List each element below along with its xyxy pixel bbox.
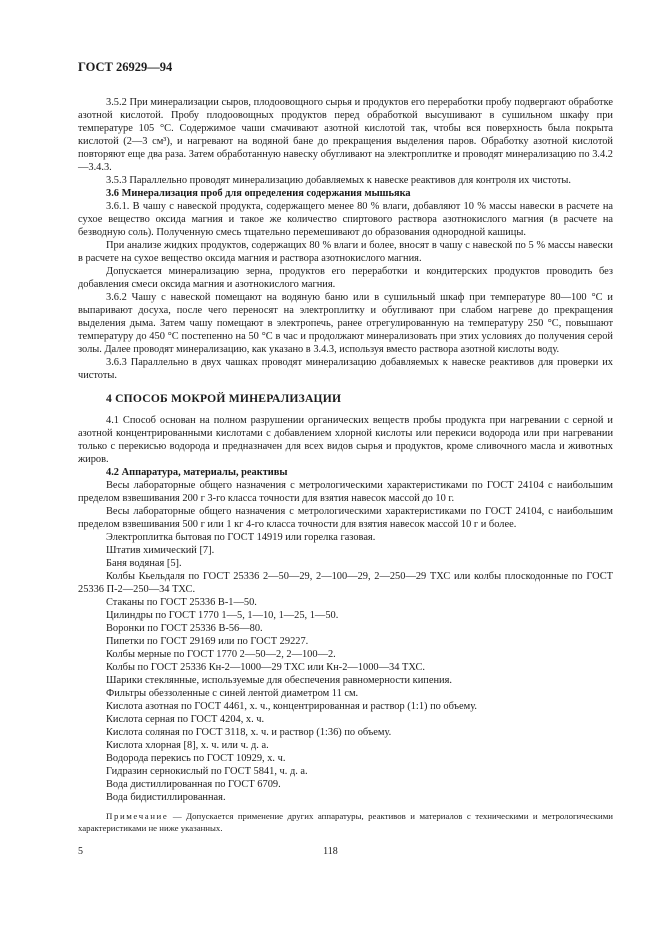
subsection-heading-3-6: 3.6 Минерализация проб для определения содержания мышьяка [106, 188, 411, 199]
page-number-left: 5 [78, 846, 83, 857]
list-item: Цилиндры по ГОСТ 1770 1—5, 1—10, 1—25, 1—50. [106, 610, 339, 621]
paragraph-scales-500g: Весы лабораторные общего назначения с метрологическими характеристиками по ГОСТ 24104, с наибольшим пределом взвешивания 500 г или 1 кг 4-го класса точности для взятия навесок массой 10 г и более. [78, 506, 613, 530]
paragraph-3-6-1-liquids: При анализе жидких продуктов, содержащих 80 % влаги и более, вносят в чашу с навеской по 5 % массы навески в расчете на сухое вещество оксида магния и раствора азотнокислого магния. [78, 240, 613, 264]
paragraph-3-6-3: 3.6.3 Параллельно в двух чашках проводят минерализацию добавляемых к навеске реактивов для проверки их чистоты. [78, 357, 613, 381]
list-item: Фильтры обеззоленные с синей лентой диаметром 11 см. [106, 688, 359, 699]
note-text: — Допускается применение других аппаратуры, реактивов и материалов с техническими и метрологическими характеристиками не ниже указанных. [78, 811, 613, 833]
paragraph-4-1: 4.1 Способ основан на полном разрушении органических веществ пробы продукта при нагревании с серной и азотной концентрированными кислотами с добавлением хлорной кислоты или перекиси водорода или при нагревании только с перекисью водорода и предназначен для всех видов сырья и продуктов, кроме сливочного масла и животных жиров. [78, 415, 613, 465]
paragraph-3-5-2: 3.5.2 При минерализации сыров, плодоовощного сырья и продуктов его переработки пробу подвергают обработке азотной кислотой. Пробу плодоовощных продуктов перед обработкой высушивают в сушильном шкафу при температуре 105 °С. Содержимое чаши смачивают азотной кислотой так, чтобы вся поверхность была покрыта кислотой (2—3 см³), и нагревают на водяной бане до прекращения выделения паров. Обработку азотной кислотой повторяют еще два раза. Затем обработанную навеску обугливают на электроплитке и проводят минерализацию по 3.4.2—3.4.3. [78, 97, 613, 173]
paragraph-scales-200g: Весы лабораторные общего назначения с метрологическими характеристиками по ГОСТ 24104 с наибольшим пределом взвешивания 200 г 3-го класса точности для взятия навесок массой до 10 г. [78, 480, 613, 504]
list-item: Баня водяная [5]. [106, 558, 182, 569]
list-item: Вода бидистиллированная. [106, 792, 226, 803]
list-item: Гидразин сернокислый по ГОСТ 5841, ч. д. а. [106, 766, 308, 777]
list-item: Штатив химический [7]. [106, 545, 215, 556]
paragraph-3-5-3: 3.5.3 Параллельно проводят минерализацию добавляемых к навеске реактивов для контроля их чистоты. [106, 175, 571, 186]
list-item: Кислота азотная по ГОСТ 4461, х. ч., концентрированная и раствор (1:1) по объему. [106, 701, 477, 712]
paragraph-3-6-1-grain: Допускается минерализацию зерна, продуктов его переработки и кондитерских продуктов проводить без добавления смеси оксида магния и азотнокислого магния. [78, 266, 613, 290]
list-item: Стаканы по ГОСТ 25336 В-1—50. [106, 597, 257, 608]
paragraph-3-6-2: 3.6.2 Чашу с навеской помещают на водяную баню или в сушильный шкаф при температуре 80—100 °С и выпаривают досуха, после чего переносят на электроплитку и обугливают при слабом нагреве до прекращения выделения дыма. Затем чашу помещают в электропечь, ранее отрегулированную на температуру 250 °С, повышают температуру до 450 °С постепенно на 50 °С в час и продолжают минерализовать при этих условиях до получения серой золы. Далее проводят минерализацию, как указано в 3.4.3, используя вместо раствора азотной кислоты воду. [78, 292, 613, 355]
paragraph-3-6-1: 3.6.1. В чашу с навеской продукта, содержащего менее 80 % влаги, добавляют 10 % массы навески в расчете на сухое вещество оксида магния и такое же количество спиртового раствора азотнокислого магния (в расчете на безводную соль). Полученную смесь тщательно перемешивают до образования однородной кашицы. [78, 201, 613, 238]
list-item: Воронки по ГОСТ 25336 В-56—80. [106, 623, 263, 634]
note [78, 810, 613, 834]
list-item: Пипетки по ГОСТ 29169 или по ГОСТ 29227. [106, 636, 309, 647]
list-item: Кислота серная по ГОСТ 4204, х. ч. [106, 714, 265, 725]
list-item: Кислота соляная по ГОСТ 3118, х. ч. и раствор (1:36) по объему. [106, 727, 392, 738]
list-item: Водорода перекись по ГОСТ 10929, х. ч. [106, 753, 286, 764]
subsection-heading-4-2: 4.2 Аппаратура, материалы, реактивы [106, 467, 288, 478]
equipment-list [78, 531, 613, 804]
section-heading-4: 4 СПОСОБ МОКРОЙ МИНЕРАЛИЗАЦИИ [106, 392, 342, 405]
document-body [78, 96, 613, 834]
list-item: Электроплитка бытовая по ГОСТ 14919 или горелка газовая. [106, 532, 376, 543]
list-item: Колбы по ГОСТ 25336 Кн-2—1000—29 ТХС или Кн-2—1000—34 ТХС. [106, 662, 425, 673]
list-item: Колбы мерные по ГОСТ 1770 2—50—2, 2—100—2. [106, 649, 336, 660]
list-item: Шарики стеклянные, используемые для обеспечения равномерности кипения. [106, 675, 452, 686]
standard-header: ГОСТ 26929—94 [78, 60, 173, 74]
note-label: Примечание [106, 811, 169, 821]
list-item: Кислота хлорная [8], х. ч. или ч. д. а. [106, 740, 269, 751]
list-item: Вода дистиллированная по ГОСТ 6709. [106, 779, 281, 790]
page-number-center: 118 [323, 846, 338, 857]
list-item: Колбы Кьельдаля по ГОСТ 25336 2—50—29, 2—100—29, 2—250—29 ТХС или колбы плоскодонные по ГОСТ 25336 П-2—250—34 ТХС. [78, 571, 613, 595]
